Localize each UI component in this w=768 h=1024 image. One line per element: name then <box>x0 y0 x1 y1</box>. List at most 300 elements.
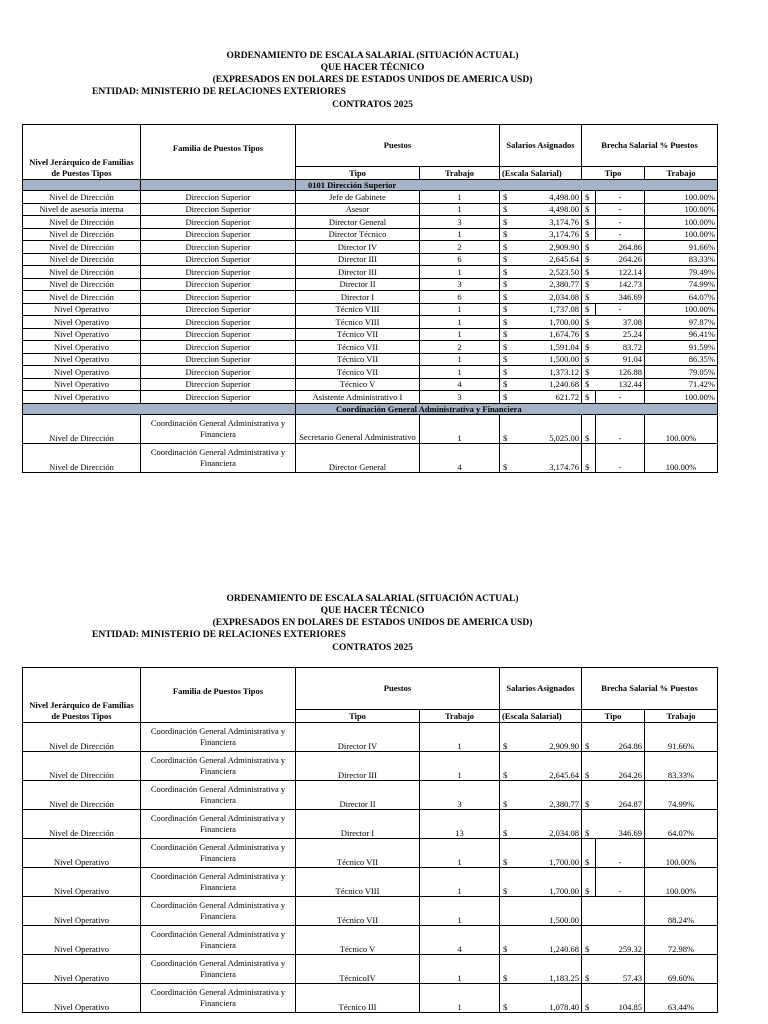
brecha-tipo-cell: 346.69 <box>596 810 645 839</box>
brecha-trabajo-cell: 69.60% <box>645 955 718 984</box>
report-currency-note: (EXPRESADOS EN DOLARES DE ESTADOS UNIDOS DE AMERICA USD) <box>212 75 533 85</box>
report-subtitle: QUE HACER TÉCNICO <box>320 63 425 73</box>
puesto-trabajo-cell: 3 <box>420 278 500 291</box>
puesto-tipo-cell: Director Técnico <box>296 228 420 241</box>
puesto-trabajo-cell: 6 <box>420 253 500 266</box>
salario-amount-cell: 2,523.50 <box>514 266 582 279</box>
nivel-cell: Nivel de Dirección <box>23 723 141 752</box>
puesto-trabajo-cell: 4 <box>420 378 500 391</box>
puesto-tipo-cell: Director IV <box>296 723 420 752</box>
col-header-nivel: Nivel Jerárquico de Familias de Puestos Tipos <box>23 125 141 180</box>
col-header-escala: (Escala Salarial) <box>500 166 582 179</box>
brecha-tipo-cell: - <box>596 191 645 204</box>
table-row <box>23 810 718 839</box>
col-header-tipo-brecha: Tipo <box>582 709 645 722</box>
puesto-trabajo-cell: 13 <box>420 810 500 839</box>
nivel-cell: Nivel Operativo <box>23 303 141 316</box>
familia-cell: Coordinación General Administrativa y Financiera <box>141 955 296 984</box>
familia-cell: Direccion Superior <box>141 366 296 379</box>
salario-amount-cell: 1,700.00 <box>514 839 582 868</box>
familia-cell: Direccion Superior <box>141 216 296 229</box>
brecha-currency-cell: $ <box>582 955 596 984</box>
salario-amount-cell: 3,174.76 <box>514 216 582 229</box>
nivel-cell: Nivel Operativo <box>23 391 141 404</box>
section-row <box>23 403 718 414</box>
entity-label: ENTIDAD: <box>92 630 139 640</box>
salario-amount-cell: 1,078.40 <box>514 984 582 1013</box>
brecha-trabajo-cell: 79.05% <box>645 366 718 379</box>
brecha-tipo-cell: 122.14 <box>596 266 645 279</box>
puesto-trabajo-cell: 1 <box>420 316 500 329</box>
familia-cell: Direccion Superior <box>141 253 296 266</box>
brecha-tipo-cell: 132.44 <box>596 378 645 391</box>
col-header-salarios: Salarios Asignados <box>500 125 582 167</box>
nivel-cell: Nivel de Dirección <box>23 443 141 472</box>
report-title: ORDENAMIENTO DE ESCALA SALARIAL (SITUACIÓN ACTUAL) <box>226 594 519 604</box>
puesto-tipo-cell: Director IV <box>296 241 420 254</box>
brecha-trabajo-cell: 74.99% <box>645 278 718 291</box>
col-header-puestos: Puestos <box>296 125 500 167</box>
col-header-trabajo-brecha: Trabajo <box>645 709 718 722</box>
table-row <box>23 353 718 366</box>
contracts-year: CONTRATOS 2025 <box>332 643 413 653</box>
puesto-trabajo-cell: 1 <box>420 303 500 316</box>
table-row <box>23 955 718 984</box>
brecha-trabajo-cell: 100.00% <box>645 839 718 868</box>
salario-amount-cell: 5,025.00 <box>514 414 582 443</box>
nivel-cell: Nivel Operativo <box>23 378 141 391</box>
familia-cell: Direccion Superior <box>141 328 296 341</box>
table-row <box>23 278 718 291</box>
salario-amount-cell: 2,034.08 <box>514 810 582 839</box>
brecha-tipo-cell: 37.08 <box>596 316 645 329</box>
salario-amount-cell: 1,500.00 <box>514 353 582 366</box>
brecha-currency-cell: $ <box>582 810 596 839</box>
table-row <box>23 926 718 955</box>
familia-cell: Coordinación General Administrativa y Financiera <box>141 414 296 443</box>
puesto-trabajo-cell: 1 <box>420 752 500 781</box>
table-row <box>23 897 718 926</box>
puesto-tipo-cell: Técnico VII <box>296 341 420 354</box>
col-header-puestos: Puestos <box>296 668 500 710</box>
familia-cell: Coordinación General Administrativa y Financiera <box>141 839 296 868</box>
salario-currency-cell <box>500 897 514 926</box>
brecha-tipo-cell: - <box>596 228 645 241</box>
table-row <box>23 723 718 752</box>
puesto-trabajo-cell: 1 <box>420 191 500 204</box>
nivel-cell: Nivel de Dirección <box>23 278 141 291</box>
salario-currency-cell: $ <box>500 266 514 279</box>
salario-amount-cell: 2,645.64 <box>514 253 582 266</box>
nivel-cell: Nivel Operativo <box>23 868 141 897</box>
puesto-tipo-cell: Técnico III <box>296 984 420 1013</box>
brecha-tipo-cell: 346.69 <box>596 291 645 304</box>
table-row <box>23 391 718 404</box>
table-row <box>23 266 718 279</box>
familia-cell: Direccion Superior <box>141 303 296 316</box>
table-row <box>23 228 718 241</box>
nivel-cell: Nivel Operativo <box>23 926 141 955</box>
entity-line <box>92 86 346 98</box>
brecha-currency-cell: $ <box>582 984 596 1013</box>
brecha-currency-cell: $ <box>582 723 596 752</box>
brecha-tipo-cell: 142.73 <box>596 278 645 291</box>
puesto-tipo-cell: Técnico VII <box>296 328 420 341</box>
puesto-trabajo-cell: 1 <box>420 868 500 897</box>
familia-cell: Coordinación General Administrativa y Financiera <box>141 926 296 955</box>
report-title: ORDENAMIENTO DE ESCALA SALARIAL (SITUACIÓN ACTUAL) <box>226 51 519 61</box>
salario-currency-cell: $ <box>500 316 514 329</box>
nivel-cell: Nivel de Dirección <box>23 752 141 781</box>
nivel-cell: Nivel Operativo <box>23 897 141 926</box>
puesto-tipo-cell: Director III <box>296 253 420 266</box>
brecha-tipo-cell: 25.24 <box>596 328 645 341</box>
brecha-trabajo-cell: 100.00% <box>645 391 718 404</box>
section-header-coordinacion: Coordinación General Administrativa y Financiera <box>296 403 718 414</box>
puesto-tipo-cell: Técnico VIII <box>296 303 420 316</box>
brecha-currency-cell: $ <box>582 191 596 204</box>
puesto-tipo-cell: Técnico V <box>296 378 420 391</box>
familia-cell: Coordinación General Administrativa y Financiera <box>141 752 296 781</box>
brecha-currency-cell: $ <box>582 443 596 472</box>
puesto-tipo-cell: Director I <box>296 810 420 839</box>
brecha-tipo-cell: - <box>596 391 645 404</box>
nivel-cell: Nivel Operativo <box>23 984 141 1013</box>
brecha-currency-cell: $ <box>582 203 596 216</box>
nivel-cell: Nivel de Dirección <box>23 810 141 839</box>
puesto-trabajo-cell: 1 <box>420 328 500 341</box>
nivel-cell: Nivel de Dirección <box>23 191 141 204</box>
brecha-tipo-cell: - <box>596 216 645 229</box>
brecha-trabajo-cell: 71.42% <box>645 378 718 391</box>
salario-currency-cell: $ <box>500 328 514 341</box>
nivel-cell: Nivel Operativo <box>23 366 141 379</box>
report-subtitle: QUE HACER TÉCNICO <box>320 606 425 616</box>
table-row <box>23 241 718 254</box>
table-row <box>23 191 718 204</box>
salario-currency-cell: $ <box>500 241 514 254</box>
nivel-cell: Nivel Operativo <box>23 316 141 329</box>
brecha-trabajo-cell: 100.00% <box>645 868 718 897</box>
brecha-trabajo-cell: 100.00% <box>645 414 718 443</box>
puesto-tipo-cell: Técnico VIII <box>296 316 420 329</box>
salario-currency-cell: $ <box>500 443 514 472</box>
brecha-trabajo-cell: 88.24% <box>645 897 718 926</box>
nivel-cell: Nivel Operativo <box>23 955 141 984</box>
salario-amount-cell: 1,700.00 <box>514 868 582 897</box>
nivel-cell: Nivel de Dirección <box>23 216 141 229</box>
brecha-currency-cell: $ <box>582 241 596 254</box>
familia-cell: Coordinación General Administrativa y Financiera <box>141 984 296 1013</box>
puesto-trabajo-cell: 1 <box>420 203 500 216</box>
salario-amount-cell: 621.72 <box>514 391 582 404</box>
brecha-tipo-cell: 57.43 <box>596 955 645 984</box>
puesto-trabajo-cell: 1 <box>420 353 500 366</box>
salario-currency-cell: $ <box>500 391 514 404</box>
brecha-tipo-cell: 264.86 <box>596 723 645 752</box>
puesto-trabajo-cell: 3 <box>420 216 500 229</box>
brecha-trabajo-cell: 83.33% <box>645 752 718 781</box>
brecha-trabajo-cell: 97.87% <box>645 316 718 329</box>
salario-amount-cell: 1,737.08 <box>514 303 582 316</box>
col-header-familia: Familia de Puestos Tipos <box>141 125 296 180</box>
col-header-tipo: Tipo <box>296 709 420 722</box>
familia-cell: Coordinación General Administrativa y Financiera <box>141 897 296 926</box>
table-row <box>23 253 718 266</box>
salary-table-1 <box>22 124 718 473</box>
brecha-currency-cell: $ <box>582 303 596 316</box>
salario-amount-cell: 2,909.90 <box>514 241 582 254</box>
table-row <box>23 366 718 379</box>
salario-currency-cell: $ <box>500 752 514 781</box>
brecha-tipo-cell <box>596 897 645 926</box>
col-header-trabajo-brecha: Trabajo <box>645 166 718 179</box>
puesto-trabajo-cell: 2 <box>420 241 500 254</box>
brecha-trabajo-cell: 72.98% <box>645 926 718 955</box>
table-row <box>23 443 718 472</box>
table-row <box>23 781 718 810</box>
brecha-currency-cell: $ <box>582 353 596 366</box>
puesto-tipo-cell: Técnico VII <box>296 366 420 379</box>
puesto-tipo-cell: Director III <box>296 266 420 279</box>
salario-currency-cell: $ <box>500 366 514 379</box>
puesto-trabajo-cell: 1 <box>420 897 500 926</box>
puesto-trabajo-cell: 1 <box>420 414 500 443</box>
table-row <box>23 303 718 316</box>
salario-currency-cell: $ <box>500 414 514 443</box>
familia-cell: Direccion Superior <box>141 378 296 391</box>
familia-cell: Direccion Superior <box>141 228 296 241</box>
brecha-trabajo-cell: 100.00% <box>645 443 718 472</box>
salario-amount-cell: 2,034.08 <box>514 291 582 304</box>
familia-cell: Direccion Superior <box>141 266 296 279</box>
brecha-trabajo-cell: 74.99% <box>645 781 718 810</box>
brecha-trabajo-cell: 100.00% <box>645 191 718 204</box>
puesto-trabajo-cell: 3 <box>420 781 500 810</box>
brecha-tipo-cell: 126.88 <box>596 366 645 379</box>
table-row <box>23 328 718 341</box>
puesto-trabajo-cell: 1 <box>420 366 500 379</box>
brecha-tipo-cell: - <box>596 203 645 216</box>
salario-amount-cell: 1,500.00 <box>514 897 582 926</box>
nivel-cell: Nivel de Dirección <box>23 253 141 266</box>
col-header-brecha: Brecha Salarial % Puestos <box>582 668 718 710</box>
brecha-trabajo-cell: 96.41% <box>645 328 718 341</box>
col-header-nivel: Nivel Jerárquico de Familias de Puestos Tipos <box>23 668 141 723</box>
salario-amount-cell: 1,373.12 <box>514 366 582 379</box>
puesto-trabajo-cell: 1 <box>420 228 500 241</box>
table-row <box>23 216 718 229</box>
brecha-tipo-cell: - <box>596 303 645 316</box>
brecha-currency-cell: $ <box>582 328 596 341</box>
puesto-trabajo-cell: 1 <box>420 955 500 984</box>
salario-currency-cell: $ <box>500 984 514 1013</box>
salario-amount-cell: 1,700.00 <box>514 316 582 329</box>
familia-cell: Direccion Superior <box>141 391 296 404</box>
salario-amount-cell: 1,591.04 <box>514 341 582 354</box>
brecha-tipo-cell: - <box>596 443 645 472</box>
salario-currency-cell: $ <box>500 868 514 897</box>
brecha-trabajo-cell: 63.44% <box>645 984 718 1013</box>
puesto-tipo-cell: Director II <box>296 781 420 810</box>
brecha-currency-cell: $ <box>582 378 596 391</box>
familia-cell: Direccion Superior <box>141 341 296 354</box>
puesto-tipo-cell: Director I <box>296 291 420 304</box>
table-row <box>23 839 718 868</box>
table-row <box>23 868 718 897</box>
brecha-currency-cell: $ <box>582 291 596 304</box>
salario-amount-cell: 2,909.90 <box>514 723 582 752</box>
salario-currency-cell: $ <box>500 228 514 241</box>
puesto-tipo-cell: Técnico VII <box>296 353 420 366</box>
brecha-trabajo-cell: 100.00% <box>645 228 718 241</box>
brecha-trabajo-cell: 64.07% <box>645 291 718 304</box>
familia-cell: Coordinación General Administrativa y Financiera <box>141 810 296 839</box>
familia-cell: Coordinación General Administrativa y Financiera <box>141 868 296 897</box>
brecha-currency-cell: $ <box>582 868 596 897</box>
puesto-trabajo-cell: 4 <box>420 443 500 472</box>
contracts-year: CONTRATOS 2025 <box>332 100 413 110</box>
table-row <box>23 414 718 443</box>
salario-currency-cell: $ <box>500 926 514 955</box>
puesto-trabajo-cell: 1 <box>420 723 500 752</box>
brecha-trabajo-cell: 86.35% <box>645 353 718 366</box>
familia-cell: Direccion Superior <box>141 316 296 329</box>
salario-amount-cell: 3,174.76 <box>514 443 582 472</box>
col-header-brecha: Brecha Salarial % Puestos <box>582 125 718 167</box>
salario-currency-cell: $ <box>500 278 514 291</box>
brecha-tipo-cell: 104.85 <box>596 984 645 1013</box>
salario-currency-cell: $ <box>500 723 514 752</box>
salario-currency-cell: $ <box>500 353 514 366</box>
puesto-tipo-cell: Director General <box>296 443 420 472</box>
brecha-tipo-cell: - <box>596 414 645 443</box>
puesto-trabajo-cell: 1 <box>420 984 500 1013</box>
nivel-cell: Nivel Operativo <box>23 839 141 868</box>
nivel-cell: Nivel de Dirección <box>23 266 141 279</box>
brecha-currency-cell: $ <box>582 926 596 955</box>
familia-cell: Coordinación General Administrativa y Financiera <box>141 723 296 752</box>
puesto-tipo-cell: Jefe de Gabinete <box>296 191 420 204</box>
brecha-tipo-cell: 264.86 <box>596 241 645 254</box>
entity-name: MINISTERIO DE RELACIONES EXTERIORES <box>141 87 346 97</box>
salario-currency-cell: $ <box>500 955 514 984</box>
brecha-tipo-cell: - <box>596 868 645 897</box>
familia-cell: Coordinación General Administrativa y Financiera <box>141 443 296 472</box>
salario-currency-cell: $ <box>500 839 514 868</box>
puesto-tipo-cell: Técnico VIII <box>296 868 420 897</box>
salario-currency-cell: $ <box>500 191 514 204</box>
puesto-trabajo-cell: 6 <box>420 291 500 304</box>
table-row <box>23 378 718 391</box>
brecha-trabajo-cell: 79.49% <box>645 266 718 279</box>
salary-table-2 <box>22 667 718 1013</box>
brecha-trabajo-cell: 64.07% <box>645 810 718 839</box>
puesto-trabajo-cell: 3 <box>420 391 500 404</box>
familia-cell: Direccion Superior <box>141 353 296 366</box>
brecha-currency-cell: $ <box>582 366 596 379</box>
familia-cell: Direccion Superior <box>141 241 296 254</box>
table-row <box>23 316 718 329</box>
puesto-tipo-cell: Asistente Administrativo I <box>296 391 420 404</box>
nivel-cell: Nivel de Dirección <box>23 241 141 254</box>
col-header-tipo-brecha: Tipo <box>582 166 645 179</box>
brecha-currency-cell: $ <box>582 216 596 229</box>
entity-name: MINISTERIO DE RELACIONES EXTERIORES <box>141 630 346 640</box>
puesto-trabajo-cell: 1 <box>420 266 500 279</box>
salario-amount-cell: 1,183.25 <box>514 955 582 984</box>
puesto-tipo-cell: Director II <box>296 278 420 291</box>
familia-cell: Direccion Superior <box>141 291 296 304</box>
brecha-tipo-cell: - <box>596 839 645 868</box>
brecha-tipo-cell: 83.72 <box>596 341 645 354</box>
puesto-tipo-cell: Técnico VII <box>296 839 420 868</box>
nivel-cell: Nivel de Dirección <box>23 228 141 241</box>
nivel-cell: Nivel de asesoría interna <box>23 203 141 216</box>
brecha-currency-cell: $ <box>582 752 596 781</box>
col-header-trabajo: Trabajo <box>420 709 500 722</box>
col-header-trabajo: Trabajo <box>420 166 500 179</box>
puesto-tipo-cell: Técnico V <box>296 926 420 955</box>
brecha-currency-cell: $ <box>582 316 596 329</box>
entity-line <box>92 629 346 641</box>
puesto-tipo-cell: Secretario General Administrativo <box>296 414 420 443</box>
salario-currency-cell: $ <box>500 781 514 810</box>
brecha-currency-cell: $ <box>582 839 596 868</box>
familia-cell: Direccion Superior <box>141 191 296 204</box>
salario-currency-cell: $ <box>500 341 514 354</box>
brecha-currency-cell: $ <box>582 391 596 404</box>
brecha-trabajo-cell: 100.00% <box>645 203 718 216</box>
salario-amount-cell: 4,498.00 <box>514 203 582 216</box>
brecha-trabajo-cell: 91.66% <box>645 241 718 254</box>
salario-amount-cell: 1,674.76 <box>514 328 582 341</box>
salario-amount-cell: 2,645.64 <box>514 752 582 781</box>
table-row <box>23 203 718 216</box>
brecha-trabajo-cell: 91.66% <box>645 723 718 752</box>
nivel-cell: Nivel Operativo <box>23 353 141 366</box>
nivel-cell: Nivel Operativo <box>23 341 141 354</box>
brecha-currency-cell <box>582 897 596 926</box>
report-currency-note: (EXPRESADOS EN DOLARES DE ESTADOS UNIDOS DE AMERICA USD) <box>212 618 533 628</box>
brecha-trabajo-cell: 100.00% <box>645 303 718 316</box>
brecha-currency-cell: $ <box>582 414 596 443</box>
familia-cell: Direccion Superior <box>141 278 296 291</box>
familia-cell: Direccion Superior <box>141 203 296 216</box>
brecha-currency-cell: $ <box>582 253 596 266</box>
brecha-currency-cell: $ <box>582 278 596 291</box>
section-header-direccion-superior: 0101 Dirección Superior <box>296 180 718 191</box>
salario-amount-cell: 3,174.76 <box>514 228 582 241</box>
brecha-tipo-cell: 264.26 <box>596 253 645 266</box>
brecha-tipo-cell: 259.32 <box>596 926 645 955</box>
salario-amount-cell: 1,240.68 <box>514 378 582 391</box>
brecha-trabajo-cell: 91.59% <box>645 341 718 354</box>
brecha-trabajo-cell: 83.33% <box>645 253 718 266</box>
puesto-trabajo-cell: 2 <box>420 341 500 354</box>
salario-amount-cell: 2,380.77 <box>514 278 582 291</box>
puesto-trabajo-cell: 1 <box>420 839 500 868</box>
puesto-tipo-cell: Director III <box>296 752 420 781</box>
salario-currency-cell: $ <box>500 291 514 304</box>
col-header-escala: (Escala Salarial) <box>500 709 582 722</box>
table-row <box>23 291 718 304</box>
brecha-tipo-cell: 91.04 <box>596 353 645 366</box>
salario-currency-cell: $ <box>500 203 514 216</box>
puesto-tipo-cell: TécnicoIV <box>296 955 420 984</box>
col-header-familia: Familia de Puestos Tipos <box>141 668 296 723</box>
salario-currency-cell: $ <box>500 303 514 316</box>
